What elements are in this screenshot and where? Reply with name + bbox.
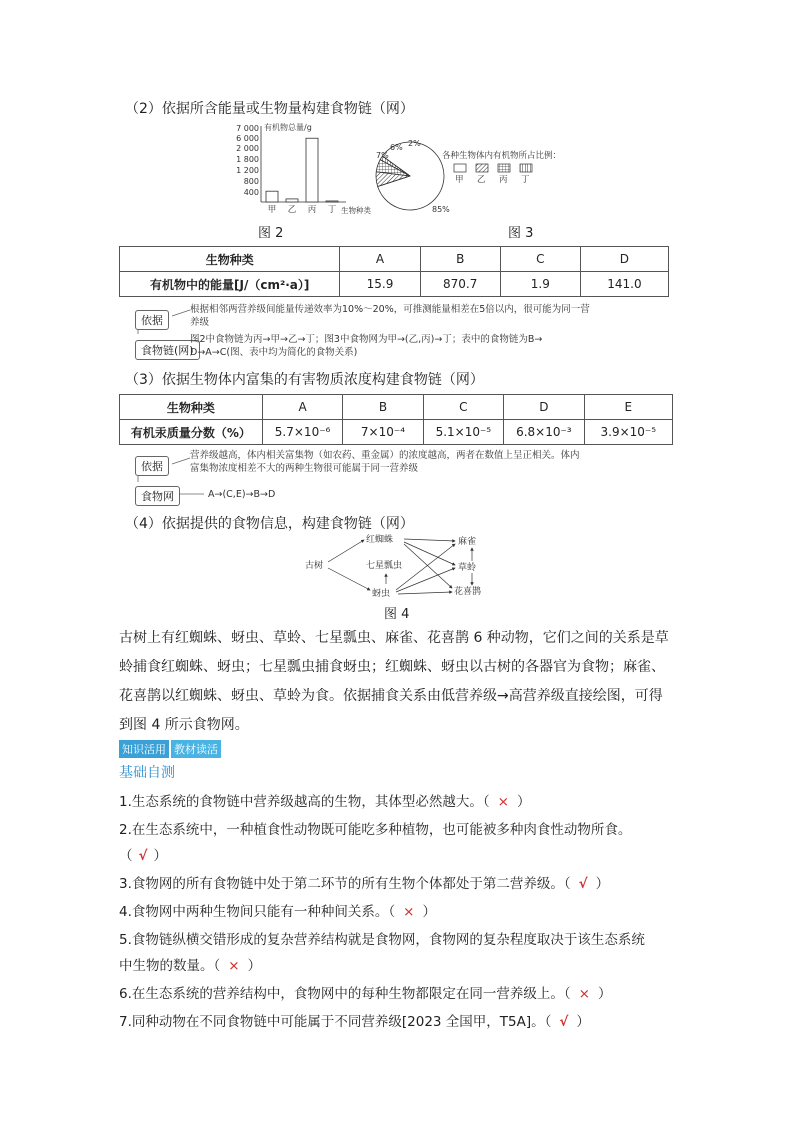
self-test-item-5 — [119, 928, 645, 948]
table-col-e: E — [584, 395, 672, 420]
fig3-caption: 图 3 — [508, 226, 534, 241]
section3-basis-text — [190, 449, 580, 475]
knowledge-tags — [119, 738, 223, 758]
table-cell: 3.9×10⁻⁵ — [584, 420, 672, 445]
section2-chain-label: 食物链(网) — [135, 340, 200, 360]
fig3-legend-swatch — [454, 164, 466, 172]
table-header-label: 生物种类 — [120, 395, 263, 420]
basis-line: 根据相邻两营养级间能量传递效率为10%～20%，可推测能量相差在5倍以内，很可能为同一营 — [190, 304, 590, 315]
chain-line: D→A→C(图、表中均为简化的食物关系) — [190, 347, 358, 358]
fig3-legend-label: 丙 — [499, 175, 508, 185]
self-test-item-6 — [119, 982, 611, 1002]
node-yachong: 蚜虫 — [372, 589, 391, 599]
section2-chain-text — [190, 333, 542, 359]
fig2-category-label: 甲 — [267, 205, 277, 215]
section3-web-label: 食物网 — [135, 486, 180, 506]
item-text: 3.食物网的所有食物链中处于第二环节的所有生物个体都处于第二营养级。（ — [119, 876, 571, 892]
node-hongzhizhu: 红蜘蛛 — [366, 535, 394, 545]
node-caoling: 草蛉 — [458, 563, 477, 573]
node-maque: 麻雀 — [458, 537, 477, 547]
section3-web-text: A→(C,E)→B→D — [208, 489, 276, 500]
fig3-legend-label: 乙 — [477, 175, 486, 185]
fig3-slice-label: 85% — [432, 205, 450, 214]
node-huaxique: 花喜鹊 — [454, 587, 482, 597]
fig3-legend-title: 各种生物体内有机物所占比例： — [442, 151, 562, 161]
section3-basis-label: 依据 — [135, 456, 169, 476]
fig3-legend-swatch — [476, 164, 488, 172]
self-test-item-4 — [119, 900, 436, 920]
fig2-ytick-label: 1 800 — [236, 155, 259, 164]
table-row — [120, 395, 673, 420]
item-text: 中生物的数量。（ — [119, 958, 221, 974]
fig3-slice-label: 6% — [390, 143, 403, 152]
food-web-paragraph — [119, 624, 679, 740]
item-mark: √ — [559, 1014, 569, 1030]
fig2-xlabel: 生物种类 — [341, 206, 371, 215]
mercury-table — [119, 394, 673, 445]
basis-line: 营养级越高，体内相关富集物（如农药、重金属）的浓度越高，两者在数值上呈正相关。体内 — [190, 450, 580, 461]
node-qixingpiaochong: 七星瓢虫 — [366, 561, 403, 571]
table-col-c: C — [500, 247, 580, 272]
item-close: ） — [597, 986, 612, 1002]
fig2-ytick-label: 6 000 — [236, 134, 259, 143]
self-test-item-2-answer — [119, 844, 167, 864]
table-cell: 7×10⁻⁴ — [343, 420, 423, 445]
table-row-label: 有机物中的能量[J/（cm²·a）] — [120, 272, 340, 297]
fig3-slice-label: 2% — [408, 139, 421, 148]
fig3-legend-swatch — [520, 164, 532, 172]
table-cell: 1.9 — [500, 272, 580, 297]
item-text: 2.在生态系统中，一种植食性动物既可能吃多种植物，也可能被多种肉食性动物所食。 — [119, 822, 632, 838]
fig2-bar — [266, 191, 278, 202]
section4-heading: （4）依据提供的食物信息，构建食物链（网） — [125, 516, 414, 532]
table-cell: 6.8×10⁻³ — [504, 420, 585, 445]
item-mark: × — [228, 958, 240, 974]
self-test-item-2 — [119, 818, 631, 838]
item-mark: √ — [578, 876, 588, 892]
table-col-b: B — [343, 395, 423, 420]
item-text: 7.同种动物在不同食物链中可能属于不同营养级[2023 全国甲，T5A]。（ — [119, 1014, 552, 1030]
item-mark: × — [403, 904, 415, 920]
item-text: 5.食物链纵横交错形成的复杂营养结构就是食物网，食物网的复杂程度取决于该生态系统 — [119, 932, 645, 948]
table-row — [120, 420, 673, 445]
fig2-ylabel: 有机物总量/g — [264, 123, 312, 132]
self-test-item-1 — [119, 790, 530, 810]
table-col-c: C — [423, 395, 504, 420]
table-cell: 5.1×10⁻⁵ — [423, 420, 504, 445]
tag-knowledge-apply: 知识活用 — [119, 740, 169, 758]
table-col-a: A — [340, 247, 420, 272]
section2-basis-label: 依据 — [135, 310, 169, 330]
self-test-item-5-cont — [119, 954, 261, 974]
table-col-a: A — [262, 395, 343, 420]
fig2-bar-chart — [228, 118, 371, 218]
section2-basis-text — [190, 303, 590, 329]
item-close: ） — [153, 848, 168, 864]
fig3-legend-label: 丁 — [521, 175, 530, 185]
paragraph-line: 花喜鹊以红蜘蛛、蚜虫、草蛉为食。依据捕食关系由低营养级→高营养级直接绘图，可得 — [119, 688, 663, 704]
table-cell: 5.7×10⁻⁶ — [262, 420, 343, 445]
chain-line: 图2中食物链为丙→甲→乙→丁；图3中食物网为甲→(乙,丙)→丁；表中的食物链为B→ — [190, 334, 543, 345]
node-gushu: 古树 — [305, 561, 324, 571]
item-text: （ — [119, 848, 133, 864]
fig3-legend-swatch — [498, 164, 510, 172]
table-col-b: B — [420, 247, 500, 272]
item-close: ） — [516, 794, 531, 810]
fig3-slice-label: 7% — [376, 151, 389, 160]
fig2-ytick-label: 2 000 — [236, 144, 259, 153]
fig2-bar — [326, 201, 338, 202]
item-close: ） — [247, 958, 262, 974]
item-close: ） — [422, 904, 436, 920]
fig2-bar — [306, 138, 318, 202]
fig2-caption: 图 2 — [258, 226, 284, 241]
table-cell: 15.9 — [340, 272, 420, 297]
fig2-ytick-label: 7 000 — [236, 124, 259, 133]
self-test-item-3 — [119, 872, 609, 892]
fig2-ytick-label: 800 — [243, 177, 259, 186]
fig3-pie-chart — [370, 136, 570, 218]
paragraph-line: 到图 4 所示食物网。 — [119, 717, 249, 733]
fig2-ytick-label: 400 — [243, 188, 259, 197]
fig2-bar — [286, 199, 298, 202]
fig2-category-label: 乙 — [287, 205, 297, 215]
self-test-item-7 — [119, 1010, 590, 1030]
section2-heading: （2）依据所含能量或生物量构建食物链（网） — [125, 101, 414, 117]
item-close: ） — [576, 1014, 590, 1030]
item-mark: × — [497, 794, 509, 810]
basis-line: 养级 — [190, 317, 210, 328]
table-col-d: D — [504, 395, 585, 420]
table-header-label: 生物种类 — [120, 247, 340, 272]
item-text: 1.生态系统的食物链中营养级越高的生物，其体型必然越大。（ — [119, 794, 490, 810]
energy-table — [119, 246, 669, 297]
table-col-d: D — [580, 247, 668, 272]
table-row — [120, 247, 669, 272]
fig2-category-label: 丙 — [307, 205, 317, 215]
item-mark: √ — [138, 848, 148, 864]
paragraph-line: 古树上有红蜘蛛、蚜虫、草蛉、七星瓢虫、麻雀、花喜鹊 6 种动物，它们之间的关系是草 — [119, 630, 669, 646]
fig3-legend-label: 甲 — [455, 175, 464, 185]
table-row-label: 有机汞质量分数（%） — [120, 420, 263, 445]
self-test-title: 基础自测 — [119, 765, 175, 781]
fig2-category-label: 丁 — [327, 205, 337, 215]
table-cell: 141.0 — [580, 272, 668, 297]
item-mark: × — [578, 986, 590, 1002]
item-text: 4.食物网中两种生物间只能有一种种间关系。（ — [119, 904, 396, 920]
section3-heading: （3）依据生物体内富集的有害物质浓度构建食物链（网） — [125, 372, 484, 388]
basis-line: 富集物浓度相差不大的两种生物很可能属于同一营养级 — [190, 463, 419, 474]
paragraph-line: 蛉捕食红蜘蛛、蚜虫；七星瓢虫捕食蚜虫；红蜘蛛、蚜虫以古树的各器官为食物；麻雀、 — [119, 659, 665, 675]
fig4-caption: 图 4 — [384, 607, 410, 622]
item-close: ） — [595, 876, 610, 892]
table-cell: 870.7 — [420, 272, 500, 297]
table-row — [120, 272, 669, 297]
fig4-food-web — [300, 532, 500, 604]
item-text: 6.在生态系统的营养结构中，食物网中的每种生物都限定在同一营养级上。（ — [119, 986, 571, 1002]
fig2-ytick-label: 1 200 — [236, 166, 259, 175]
tag-textbook-reading: 教材读活 — [171, 740, 221, 758]
